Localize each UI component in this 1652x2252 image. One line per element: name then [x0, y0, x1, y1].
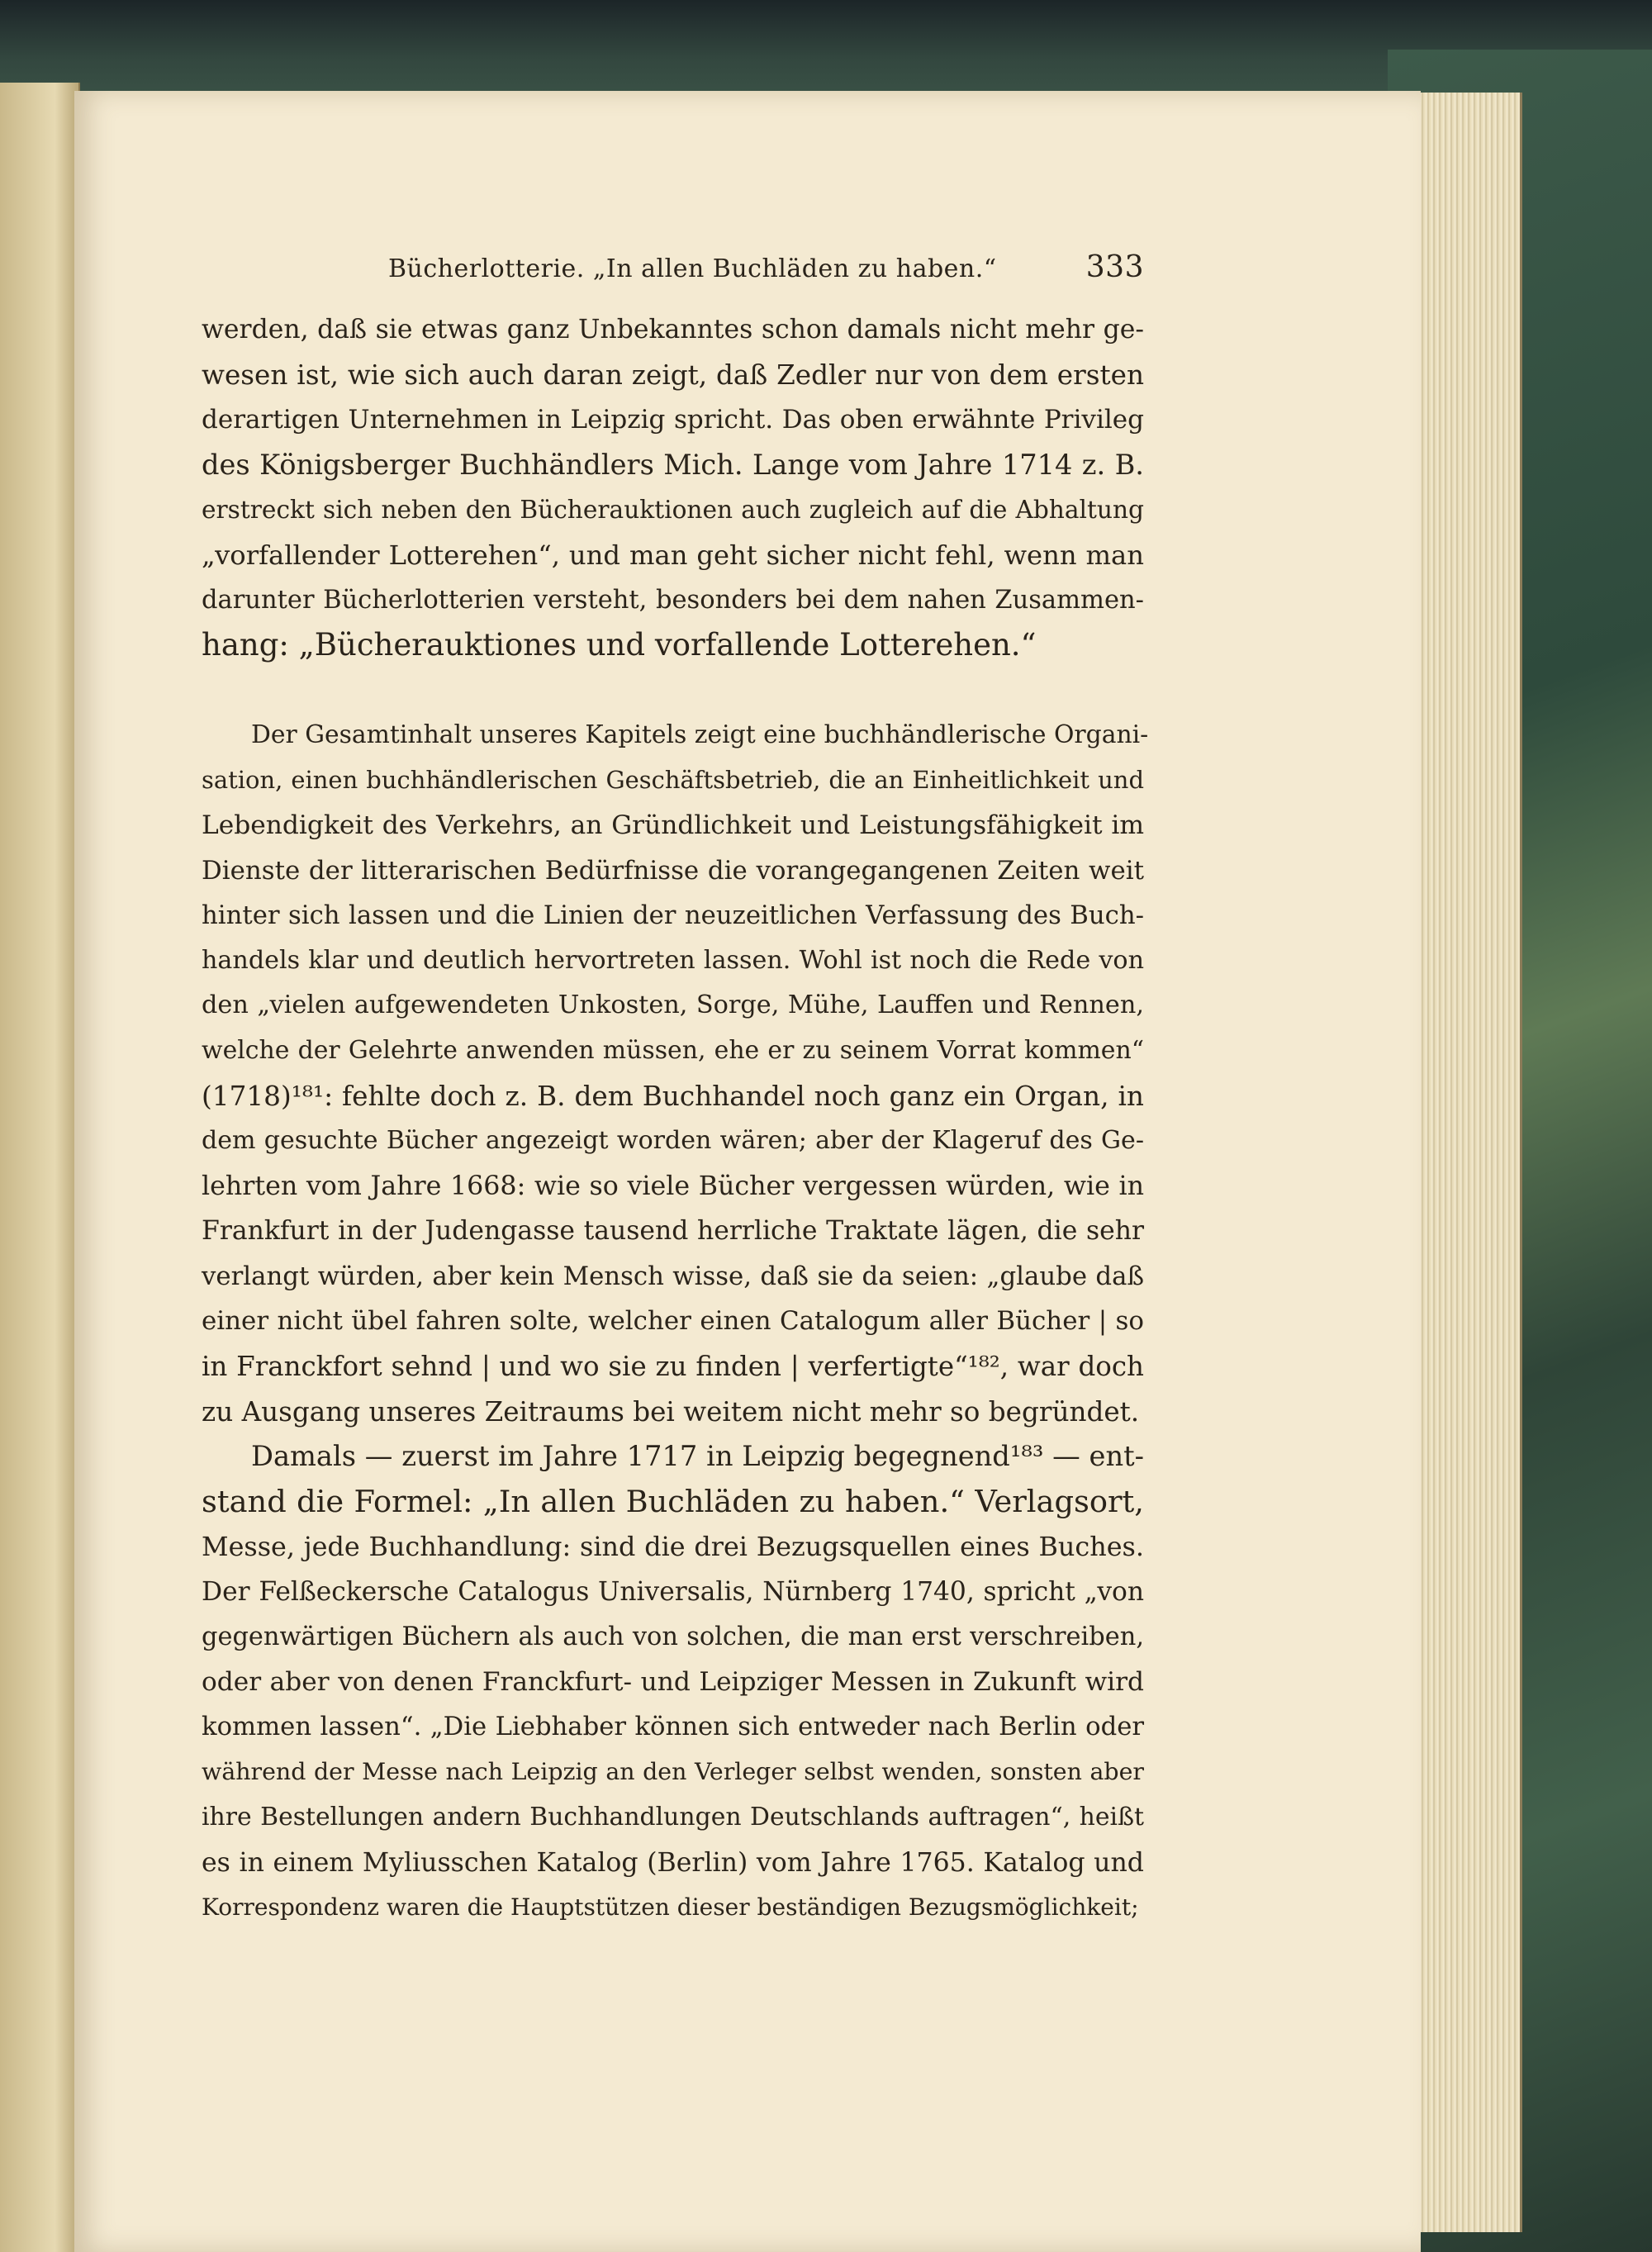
text-line: (1718)¹⁸¹: fehlte doch z. B. dem Buchhandel noch ganz ein Organ, in	[202, 1080, 1144, 1112]
text-line: ihre Bestellungen andern Buchhandlungen Deutschlands auftragen“, heißt	[202, 1803, 1144, 1832]
text-line: Lebendigkeit des Verkehrs, an Gründlichkeit und Leistungsfähigkeit im	[202, 810, 1144, 840]
page-number: 333	[1085, 250, 1144, 284]
text-line: den „vielen aufgewendeten Unkosten, Sorge, Mühe, Lauffen und Rennen,	[202, 991, 1144, 1020]
text-line: Dienste der litterarischen Bedürfnisse die vorangegangenen Zeiten weit	[202, 855, 1144, 886]
text-line: Der Gesamtinhalt unseres Kapitels zeigt eine buchhändlerische Organi-	[251, 720, 1149, 749]
text-line: wesen ist, wie sich auch daran zeigt, daß Zedler nur von dem ersten	[202, 359, 1144, 391]
text-line: welche der Gelehrte anwenden müssen, ehe er zu seinem Vorrat kommen“	[202, 1035, 1144, 1065]
text-line: lehrten vom Jahre 1668: wie so viele Bücher vergessen würden, wie in	[202, 1171, 1144, 1201]
text-line: dem gesuchte Bücher angezeigt worden wären; aber der Klageruf des Ge-	[202, 1126, 1144, 1156]
text-line: darunter Bücherlotterien versteht, besonders bei dem nahen Zusammen-	[202, 585, 1144, 615]
text-line: Der Felßeckersche Catalogus Universalis, Nürnberg 1740, spricht „von	[202, 1577, 1144, 1608]
text-line: es in einem Myliusschen Katalog (Berlin) vom Jahre 1765. Katalog und	[202, 1847, 1144, 1878]
page-stack-edges	[1412, 93, 1522, 2232]
text-line: während der Messe nach Leipzig an den Verleger selbst wenden, sonsten aber	[202, 1758, 1144, 1786]
text-line: zu Ausgang unseres Zeitraums bei weitem nicht mehr so begründet.	[202, 1395, 1140, 1428]
text-line: derartigen Unternehmen in Leipzig spricht. Das oben erwähnte Privileg	[202, 405, 1144, 435]
paragraph	[202, 1434, 1144, 1931]
paragraph-gap	[202, 668, 1144, 713]
running-head	[388, 250, 1144, 292]
text-line: Damals — zuerst im Jahre 1717 in Leipzig begegnend¹⁸³ — ent-	[251, 1440, 1144, 1473]
text-line: in Franckfort sehnd | und wo sie zu finden | verfertigte“¹⁸², war doch	[202, 1351, 1144, 1383]
text-line: „vorfallender Lotterehen“, und man geht sicher nicht fehl, wenn man	[202, 539, 1144, 571]
text-line: hinter sich lassen und die Linien der neuzeitlichen Verfassung des Buch-	[202, 900, 1144, 931]
text-line: sation, einen buchhändlerischen Geschäftsbetrieb, die an Einheitlichkeit und	[202, 766, 1144, 795]
text-line: hang: „Bücherauktiones und vorfallende Lotterehen.“	[202, 627, 1037, 663]
text-line: Frankfurt in der Judengasse tausend herrliche Traktate lägen, die sehr	[202, 1216, 1144, 1247]
text-line: erstreckt sich neben den Bücherauktionen auch zugleich auf die Abhaltung	[202, 496, 1144, 525]
text-line: kommen lassen“. „Die Liebhaber können sich entweder nach Berlin oder	[202, 1712, 1144, 1741]
text-line: handels klar und deutlich hervortreten lassen. Wohl ist noch die Rede von	[202, 945, 1144, 975]
text-line: stand die Formel: „In allen Buchläden zu haben.“ Verlagsort,	[202, 1483, 1144, 1519]
text-line: verlangt würden, aber kein Mensch wisse, daß sie da seien: „glaube daß	[202, 1261, 1144, 1291]
text-line: Korrespondenz waren die Hauptstützen dieser beständigen Bezugsmöglichkeit;	[202, 1893, 1139, 1922]
paragraph	[202, 307, 1144, 668]
paragraph	[202, 713, 1149, 1435]
text-line: oder aber von denen Franckfurt- und Leipziger Messen in Zukunft wird	[202, 1667, 1144, 1698]
text-line: einer nicht übel fahren solte, welcher einen Catalogum aller Bücher | so	[202, 1306, 1144, 1337]
running-head-title: Bücherlotterie. „In allen Buchläden zu haben.“	[388, 254, 997, 283]
body-text	[202, 307, 1149, 1931]
text-line: gegenwärtigen Büchern als auch von solchen, die man erst verschreiben,	[202, 1622, 1144, 1651]
text-line: werden, daß sie etwas ganz Unbekanntes schon damals nicht mehr ge-	[202, 315, 1144, 344]
text-line: des Königsberger Buchhändlers Mich. Lange vom Jahre 1714 z. B.	[202, 448, 1144, 481]
left-page-edge	[0, 83, 80, 2252]
text-line: Messe, jede Buchhandlung: sind die drei Bezugsquellen eines Buches.	[202, 1531, 1144, 1563]
